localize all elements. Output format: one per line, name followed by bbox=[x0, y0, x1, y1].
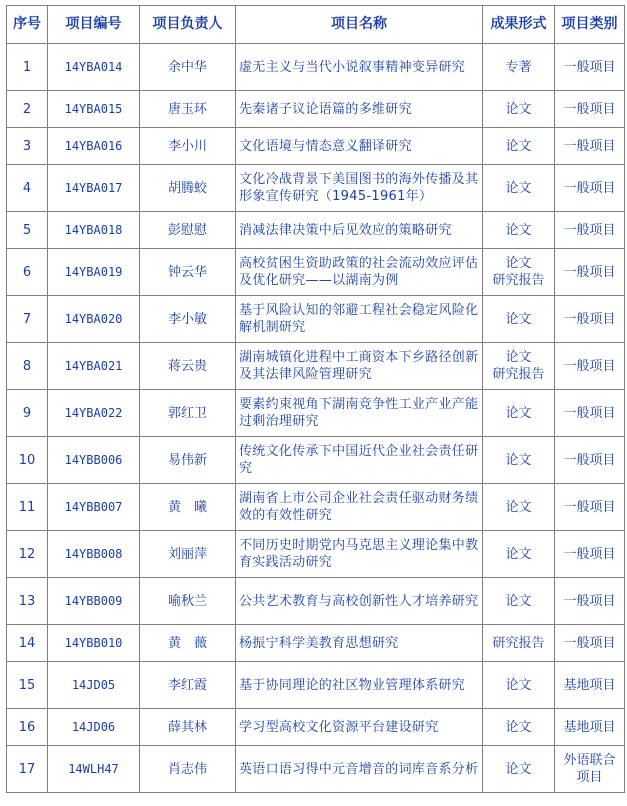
cell-seq: 16 bbox=[7, 709, 48, 746]
cell-type bbox=[555, 296, 625, 343]
cell-leader: 蒋云贵 bbox=[140, 343, 236, 390]
cell-code: 14YBA016 bbox=[48, 128, 140, 165]
cell-type-line: 一般项目 bbox=[563, 593, 616, 609]
cell-leader: 薛其林 bbox=[140, 709, 236, 746]
cell-form-line: 论文 bbox=[505, 761, 532, 777]
cell-form bbox=[483, 484, 555, 531]
table-row bbox=[7, 212, 625, 249]
cell-type bbox=[555, 709, 625, 746]
cell-form bbox=[483, 165, 555, 212]
cell-name: 湖南省上市公司企业社会责任驱动财务绩效的有效性研究 bbox=[236, 484, 483, 531]
cell-code: 14YBB007 bbox=[48, 484, 140, 531]
cell-name: 基于协同理论的社区物业管理体系研究 bbox=[236, 662, 483, 709]
cell-form-line: 论文 bbox=[505, 499, 532, 515]
table-row bbox=[7, 390, 625, 437]
cell-type-line: 项目 bbox=[576, 770, 603, 785]
cell-code: 14YBA020 bbox=[48, 296, 140, 343]
cell-name: 先秦诸子议论语篇的多维研究 bbox=[236, 91, 483, 128]
cell-code: 14JD06 bbox=[48, 709, 140, 746]
cell-leader: 肖志伟 bbox=[140, 746, 236, 793]
cell-name: 湖南城镇化进程中工商资本下乡路径创新及其法律风险管理研究 bbox=[236, 343, 483, 390]
cell-name: 不同历史时期党内马克思主义理论集中教育实践活动研究 bbox=[236, 531, 483, 578]
cell-type-line: 外语联合 bbox=[563, 753, 616, 768]
header-seq: 序号 bbox=[7, 6, 48, 44]
table-row bbox=[7, 662, 625, 709]
cell-code: 14YBA014 bbox=[48, 44, 140, 91]
cell-form-line: 论文 bbox=[505, 311, 532, 327]
cell-type bbox=[555, 212, 625, 249]
cell-type-line: 一般项目 bbox=[563, 59, 616, 75]
cell-leader: 彭慰慰 bbox=[140, 212, 236, 249]
cell-form-line: 研究报告 bbox=[492, 635, 545, 651]
cell-form-line: 论文 bbox=[505, 138, 532, 154]
cell-seq: 17 bbox=[7, 746, 48, 793]
cell-seq: 14 bbox=[7, 625, 48, 662]
cell-type bbox=[555, 128, 625, 165]
cell-name: 虚无主义与当代小说叙事精神变异研究 bbox=[236, 44, 483, 91]
cell-leader: 钟云华 bbox=[140, 249, 236, 296]
cell-name: 杨振宁科学美教育思想研究 bbox=[236, 625, 483, 662]
cell-name: 英语口语习得中元音增音的词库音系分析 bbox=[236, 746, 483, 793]
table-row bbox=[7, 625, 625, 662]
cell-code: 14YBB006 bbox=[48, 437, 140, 484]
table-row bbox=[7, 249, 625, 296]
cell-name: 文化语境与情态意义翻译研究 bbox=[236, 128, 483, 165]
cell-form-line: 论文 bbox=[505, 180, 532, 196]
cell-type bbox=[555, 746, 625, 793]
cell-name: 文化冷战背景下美国图书的海外传播及其形象宣传研究（1945-1961年） bbox=[236, 165, 483, 212]
cell-leader: 李红霞 bbox=[140, 662, 236, 709]
cell-form bbox=[483, 390, 555, 437]
cell-form-line: 论文 bbox=[505, 719, 532, 735]
cell-leader: 刘丽萍 bbox=[140, 531, 236, 578]
table-row bbox=[7, 343, 625, 390]
cell-name: 学习型高校文化资源平台建设研究 bbox=[236, 709, 483, 746]
cell-form bbox=[483, 44, 555, 91]
cell-seq: 10 bbox=[7, 437, 48, 484]
table-row bbox=[7, 296, 625, 343]
cell-name: 公共艺术教育与高校创新性人才培养研究 bbox=[236, 578, 483, 625]
table-row bbox=[7, 578, 625, 625]
cell-seq: 4 bbox=[7, 165, 48, 212]
cell-type-line: 一般项目 bbox=[563, 635, 616, 651]
cell-type-line: 一般项目 bbox=[563, 405, 616, 421]
cell-form bbox=[483, 625, 555, 662]
cell-form-line: 论文 bbox=[505, 256, 532, 271]
cell-type bbox=[555, 44, 625, 91]
header-code: 项目编号 bbox=[48, 6, 140, 44]
table-row bbox=[7, 91, 625, 128]
table-row bbox=[7, 128, 625, 165]
cell-type bbox=[555, 484, 625, 531]
cell-type-line: 一般项目 bbox=[563, 101, 616, 117]
cell-seq: 15 bbox=[7, 662, 48, 709]
cell-seq: 1 bbox=[7, 44, 48, 91]
cell-type bbox=[555, 578, 625, 625]
project-list-document bbox=[6, 5, 624, 793]
cell-code: 14JD05 bbox=[48, 662, 140, 709]
table-row bbox=[7, 709, 625, 746]
cell-leader: 喻秋兰 bbox=[140, 578, 236, 625]
header-leader: 项目负责人 bbox=[140, 6, 236, 44]
cell-form bbox=[483, 212, 555, 249]
cell-seq: 7 bbox=[7, 296, 48, 343]
cell-form bbox=[483, 578, 555, 625]
cell-form-line: 论文 bbox=[505, 546, 532, 562]
cell-name: 要素约束视角下湖南竞争性工业产业产能过剩治理研究 bbox=[236, 390, 483, 437]
cell-leader: 郭红卫 bbox=[140, 390, 236, 437]
cell-type-line: 一般项目 bbox=[563, 311, 616, 327]
cell-code: 14YBA019 bbox=[48, 249, 140, 296]
cell-type-line: 一般项目 bbox=[563, 499, 616, 515]
cell-code: 14YBB010 bbox=[48, 625, 140, 662]
cell-form bbox=[483, 437, 555, 484]
cell-seq: 13 bbox=[7, 578, 48, 625]
cell-type-line: 一般项目 bbox=[563, 264, 616, 280]
cell-seq: 12 bbox=[7, 531, 48, 578]
cell-type bbox=[555, 390, 625, 437]
cell-form bbox=[483, 746, 555, 793]
cell-code: 14YBA018 bbox=[48, 212, 140, 249]
cell-type-line: 一般项目 bbox=[563, 546, 616, 562]
cell-name: 传统文化传承下中国近代企业社会责任研究 bbox=[236, 437, 483, 484]
cell-form-line: 论文 bbox=[505, 350, 532, 365]
cell-form bbox=[483, 91, 555, 128]
cell-form-line: 研究报告 bbox=[492, 273, 545, 288]
cell-seq: 9 bbox=[7, 390, 48, 437]
cell-type bbox=[555, 437, 625, 484]
table-row bbox=[7, 44, 625, 91]
cell-seq: 8 bbox=[7, 343, 48, 390]
cell-name: 消减法律决策中后见效应的策略研究 bbox=[236, 212, 483, 249]
table-row bbox=[7, 165, 625, 212]
cell-type-line: 一般项目 bbox=[563, 180, 616, 196]
table-body bbox=[7, 44, 625, 793]
cell-type bbox=[555, 343, 625, 390]
cell-type-line: 一般项目 bbox=[563, 358, 616, 374]
cell-seq: 6 bbox=[7, 249, 48, 296]
header-form: 成果形式 bbox=[483, 6, 555, 44]
cell-leader: 李小敏 bbox=[140, 296, 236, 343]
cell-leader: 余中华 bbox=[140, 44, 236, 91]
cell-seq: 5 bbox=[7, 212, 48, 249]
header-type: 项目类别 bbox=[555, 6, 625, 44]
project-table bbox=[6, 5, 625, 793]
table-row bbox=[7, 437, 625, 484]
cell-leader: 黄 薇 bbox=[140, 625, 236, 662]
cell-form-line: 论文 bbox=[505, 222, 532, 238]
cell-code: 14YBA017 bbox=[48, 165, 140, 212]
cell-type-line: 一般项目 bbox=[563, 222, 616, 238]
cell-code: 14YBA022 bbox=[48, 390, 140, 437]
cell-form-line: 论文 bbox=[505, 101, 532, 117]
cell-form bbox=[483, 128, 555, 165]
cell-code: 14YBB009 bbox=[48, 578, 140, 625]
cell-leader: 李小川 bbox=[140, 128, 236, 165]
cell-form bbox=[483, 249, 555, 296]
cell-form bbox=[483, 662, 555, 709]
cell-form bbox=[483, 296, 555, 343]
cell-leader: 黄 曦 bbox=[140, 484, 236, 531]
cell-leader: 易伟新 bbox=[140, 437, 236, 484]
cell-type bbox=[555, 249, 625, 296]
cell-type bbox=[555, 91, 625, 128]
cell-form-line: 论文 bbox=[505, 677, 532, 693]
cell-form-line: 研究报告 bbox=[492, 367, 545, 382]
cell-form-line: 论文 bbox=[505, 452, 532, 468]
cell-seq: 11 bbox=[7, 484, 48, 531]
cell-type-line: 一般项目 bbox=[563, 452, 616, 468]
cell-code: 14YBA021 bbox=[48, 343, 140, 390]
table-row bbox=[7, 531, 625, 578]
cell-type bbox=[555, 531, 625, 578]
table-row bbox=[7, 746, 625, 793]
cell-form bbox=[483, 531, 555, 578]
cell-leader: 胡腾蛟 bbox=[140, 165, 236, 212]
cell-seq: 3 bbox=[7, 128, 48, 165]
cell-type bbox=[555, 165, 625, 212]
cell-type bbox=[555, 625, 625, 662]
cell-seq: 2 bbox=[7, 91, 48, 128]
cell-name: 基于风险认知的邻避工程社会稳定风险化解机制研究 bbox=[236, 296, 483, 343]
header-name: 项目名称 bbox=[236, 6, 483, 44]
cell-type bbox=[555, 662, 625, 709]
cell-form bbox=[483, 709, 555, 746]
cell-name: 高校贫困生资助政策的社会流动效应评估及优化研究——以湖南为例 bbox=[236, 249, 483, 296]
cell-type-line: 基地项目 bbox=[563, 677, 616, 693]
table-row bbox=[7, 484, 625, 531]
cell-leader: 唐玉环 bbox=[140, 91, 236, 128]
cell-type-line: 基地项目 bbox=[563, 719, 616, 735]
cell-code: 14WLH47 bbox=[48, 746, 140, 793]
cell-code: 14YBA015 bbox=[48, 91, 140, 128]
cell-form-line: 论文 bbox=[505, 405, 532, 421]
cell-form-line: 专著 bbox=[505, 59, 532, 75]
cell-form bbox=[483, 343, 555, 390]
cell-code: 14YBB008 bbox=[48, 531, 140, 578]
header-row bbox=[7, 6, 625, 44]
cell-form-line: 论文 bbox=[505, 593, 532, 609]
cell-type-line: 一般项目 bbox=[563, 138, 616, 154]
